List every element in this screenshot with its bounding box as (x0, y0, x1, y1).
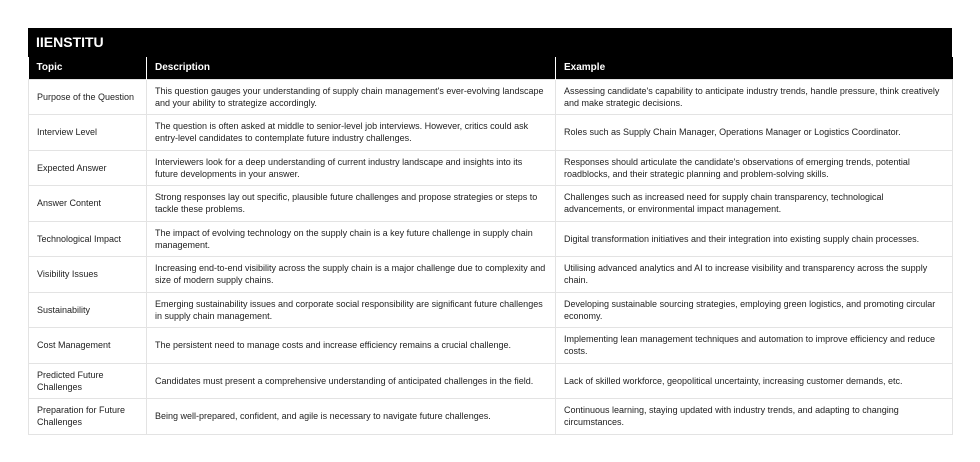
header-description: Description (147, 57, 556, 79)
description-cell: The question is often asked at middle to senior-level job interviews. However, critics could ask entry-level candidates to contemplate future industry challenges. (147, 115, 556, 151)
table-row (29, 363, 953, 399)
brand-title: IIENSTITU (28, 28, 952, 57)
table-row (29, 79, 953, 115)
description-cell: Strong responses lay out specific, plausible future challenges and propose strategies or steps to tackle these problems. (147, 186, 556, 222)
topic-cell: Interview Level (29, 115, 147, 151)
example-cell: Implementing lean management techniques and automation to improve efficiency and reduce costs. (556, 328, 953, 364)
topic-cell: Preparation for Future Challenges (29, 399, 147, 435)
example-cell: Roles such as Supply Chain Manager, Operations Manager or Logistics Coordinator. (556, 115, 953, 151)
example-cell: Responses should articulate the candidate's observations of emerging trends, potential roadblocks, and their strategic planning and problem-solving skills. (556, 150, 953, 186)
description-cell: The impact of evolving technology on the supply chain is a key future challenge in supply chain management. (147, 221, 556, 257)
topic-cell: Expected Answer (29, 150, 147, 186)
table-container (28, 28, 952, 435)
description-cell: The persistent need to manage costs and increase efficiency remains a crucial challenge. (147, 328, 556, 364)
table-row (29, 399, 953, 435)
description-cell: Being well-prepared, confident, and agile is necessary to navigate future challenges. (147, 399, 556, 435)
topic-cell: Predicted Future Challenges (29, 363, 147, 399)
example-cell: Challenges such as increased need for supply chain transparency, technological advancements, or environmental impact management. (556, 186, 953, 222)
example-cell: Utilising advanced analytics and AI to increase visibility and transparency across the supply chain. (556, 257, 953, 293)
topic-cell: Visibility Issues (29, 257, 147, 293)
table-row (29, 186, 953, 222)
header-topic: Topic (29, 57, 147, 79)
header-row (29, 57, 953, 79)
description-cell: Increasing end-to-end visibility across the supply chain is a major challenge due to complexity and size of modern supply chains. (147, 257, 556, 293)
table-row (29, 328, 953, 364)
description-cell: Emerging sustainability issues and corporate social responsibility are significant future challenges in supply chain management. (147, 292, 556, 328)
table-row (29, 115, 953, 151)
example-cell: Continuous learning, staying updated with industry trends, and adapting to changing circumstances. (556, 399, 953, 435)
table-row (29, 150, 953, 186)
example-cell: Developing sustainable sourcing strategies, employing green logistics, and promoting circular economy. (556, 292, 953, 328)
example-cell: Lack of skilled workforce, geopolitical uncertainty, increasing customer demands, etc. (556, 363, 953, 399)
data-table (28, 57, 953, 435)
topic-cell: Technological Impact (29, 221, 147, 257)
description-cell: Candidates must present a comprehensive understanding of anticipated challenges in the field. (147, 363, 556, 399)
topic-cell: Cost Management (29, 328, 147, 364)
example-cell: Assessing candidate's capability to anticipate industry trends, handle pressure, think creatively and make strategic decisions. (556, 79, 953, 115)
example-cell: Digital transformation initiatives and their integration into existing supply chain processes. (556, 221, 953, 257)
description-cell: This question gauges your understanding of supply chain management's ever-evolving landscape and your ability to strategize accordingly. (147, 79, 556, 115)
topic-cell: Answer Content (29, 186, 147, 222)
table-row (29, 292, 953, 328)
topic-cell: Purpose of the Question (29, 79, 147, 115)
topic-cell: Sustainability (29, 292, 147, 328)
description-cell: Interviewers look for a deep understanding of current industry landscape and insights into its future developments in your answer. (147, 150, 556, 186)
table-row (29, 221, 953, 257)
table-row (29, 257, 953, 293)
header-example: Example (556, 57, 953, 79)
